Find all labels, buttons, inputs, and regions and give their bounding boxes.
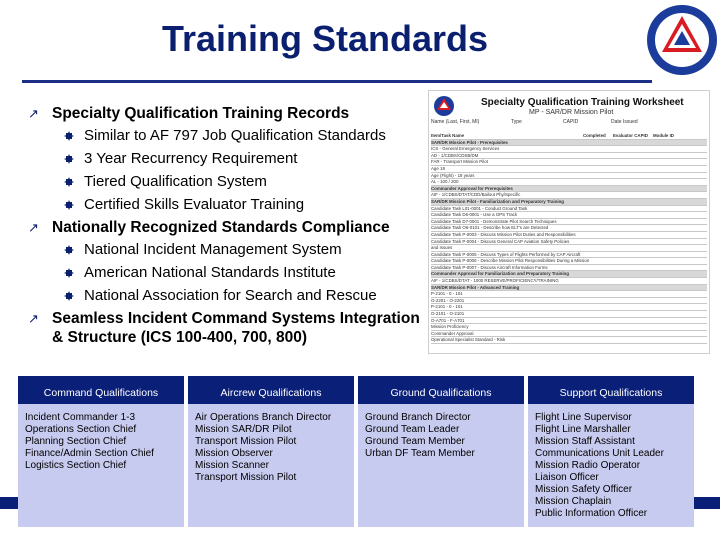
worksheet-row: O-A701 - F-A701: [431, 318, 707, 325]
bullet-level2: [28, 263, 428, 282]
qualification-item: Mission Observer: [195, 448, 273, 459]
worksheet-column-label: Item/Task Name: [431, 133, 465, 138]
worksheet-column-label: Completed: [583, 133, 606, 138]
worksheet-row: P-2101 - 0 - 101: [431, 291, 707, 298]
footer-bar-right: [694, 497, 720, 509]
worksheet-row: Age (Flight) - 18 years: [431, 173, 707, 180]
bullet-level2-text: National Association for Search and Rescue: [84, 287, 377, 304]
bullet-level1-text: Specialty Qualification Training Records: [52, 105, 350, 122]
qualification-item: Operations Section Chief: [25, 424, 137, 435]
qualification-item: Ground Branch Director: [365, 412, 471, 423]
worksheet-row: Candidate Task P-0005 - Discuss Types of Flights Performed by CAP Aircraft: [431, 252, 707, 259]
bullet-level2: [28, 240, 428, 259]
qualification-header: Aircrew Qualifications: [188, 376, 354, 410]
worksheet-meta-field: Type: [511, 119, 522, 125]
qualification-item: Flight Line Supervisor: [535, 412, 632, 423]
worksheet-row: AIF - 1/CDBS/DTAT - 1000 RESERVE/PROFICIENCY/TRAINING: [431, 278, 707, 285]
qualification-item: Logistics Section Chief: [25, 460, 127, 471]
worksheet-row: AIF - 1/CDBS/DTAT/CDD/Bailout Phy/Specific: [431, 192, 707, 199]
worksheet-section-row: SAR/DR Mission Pilot - Prerequisites: [431, 140, 707, 147]
bullet-level2: [28, 149, 428, 168]
square-bullet-icon: [64, 200, 74, 210]
qualification-list: [188, 404, 354, 527]
worksheet-section-row: SAR/DR Mission Pilot - Advanced Training: [431, 285, 707, 292]
bullet-level2-text: American National Standards Institute: [84, 264, 336, 281]
square-bullet-icon: [64, 291, 74, 301]
worksheet-column-label: Evaluator CAPID: [613, 133, 648, 138]
worksheet-row: Candidate Task P-0003 - Discuss Mission Pilot Duties and Responsibilities: [431, 232, 707, 239]
bullet-level2-text: Similar to AF 797 Job Qualification Standards: [84, 127, 386, 144]
worksheet-section-row: Commander Approval for Prerequisites: [431, 186, 707, 193]
worksheet-meta-field: Name (Last, First, MI): [431, 119, 480, 125]
square-bullet-icon: [64, 268, 74, 278]
qualification-list: [358, 404, 524, 527]
qualification-header: Command Qualifications: [18, 376, 184, 410]
square-bullet-icon: [64, 245, 74, 255]
qualification-item: Mission Staff Assistant: [535, 436, 635, 447]
worksheet-row: O-2201 - O-2201: [431, 298, 707, 305]
qualification-item: Flight Line Marshaller: [535, 424, 631, 435]
bullet-level2-text: National Incident Management System: [84, 241, 342, 258]
worksheet-meta-field: CAPID: [563, 119, 579, 125]
worksheet-row: Candidate Task P-0004 - Discuss General CAP Aviation Safety Policies: [431, 239, 707, 246]
worksheet-header: [429, 91, 709, 129]
bullet-level1: [28, 218, 428, 237]
worksheet-rows: [431, 133, 707, 344]
bullet-level1: [28, 309, 428, 347]
square-bullet-icon: [64, 154, 74, 164]
qualification-item: Liaison Officer: [535, 472, 599, 483]
qualification-header: Support Qualifications: [528, 376, 694, 410]
qualification-item: Finance/Admin Section Chief: [25, 448, 154, 459]
bullet-level1-text: Nationally Recognized Standards Compliance: [52, 219, 390, 236]
title-rule: [22, 80, 652, 83]
qualification-item: Air Operations Branch Director: [195, 412, 332, 423]
worksheet-row: Candidate Task D6-0001 - Use a GPS Track: [431, 212, 707, 219]
worksheet-title: Specialty Qualification Training Worksheet: [481, 97, 684, 108]
worksheet-section-row: SAR/DR Mission Pilot - Familiarization and Preparatory Training: [431, 199, 707, 206]
worksheet-row: Candidate Task O6-0101 - Describe how ELT's are Detected: [431, 225, 707, 232]
worksheet-row: AL - 100 / 200: [431, 179, 707, 186]
worksheet-column-label: Module ID: [653, 133, 674, 138]
qualification-item: Transport Mission Pilot: [195, 472, 297, 483]
bullet-level1-text: Seamless Incident Command Systems Integration & Structure (ICS 100-400, 700, 800): [52, 310, 420, 346]
qualification-item: Ground Team Leader: [365, 424, 460, 435]
footer-bar-left: [0, 497, 18, 509]
arrow-up-right-icon: ↗: [28, 106, 39, 121]
bullet-list: [28, 104, 428, 350]
worksheet-row: FAR - Transport Mission Pilot: [431, 159, 707, 166]
worksheet-row: and Issues: [431, 245, 707, 252]
civil-air-patrol-logo-icon: [646, 4, 718, 76]
qualification-item: Public Information Officer: [535, 508, 648, 519]
qualifications-table: [18, 376, 694, 527]
qualification-header: Ground Qualifications: [358, 376, 524, 410]
arrow-up-right-icon: ↗: [28, 311, 39, 326]
qualification-item: Mission Scanner: [195, 460, 269, 471]
qualification-list: [528, 404, 694, 527]
worksheet-row: Candidate Task D7-0001 - Demonstrate Pilot Search Techniques: [431, 219, 707, 226]
page-title: Training Standards: [161, 18, 489, 59]
bullet-level1: [28, 104, 428, 123]
worksheet-meta: [431, 119, 707, 125]
qualification-item: Incident Commander 1-3: [25, 412, 136, 423]
worksheet-subtitle: MP - SAR/DR Mission Pilot: [529, 109, 614, 116]
qualification-item: Planning Section Chief: [25, 436, 127, 447]
qualification-item: Ground Team Member: [365, 436, 465, 447]
bullet-level2-text: 3 Year Recurrency Requirement: [84, 150, 298, 167]
arrow-up-right-icon: ↗: [28, 220, 39, 235]
bullet-level2: [28, 286, 428, 305]
worksheet-row: O-2101 - O-2101: [431, 311, 707, 318]
qualification-item: Communications Unit Leader: [535, 448, 664, 459]
qualification-item: Urban DF Team Member: [365, 448, 475, 459]
bullet-level2: [28, 126, 428, 145]
bullet-level2-text: Certified Skills Evaluator Training: [84, 196, 305, 213]
square-bullet-icon: [64, 177, 74, 187]
qualification-item: Mission Safety Officer: [535, 484, 633, 495]
worksheet-thumbnail: [428, 90, 710, 354]
worksheet-row: Candidate Task L01-0001 - Conduct Ground Task: [431, 206, 707, 213]
worksheet-section-row: Commander Approval for Familiarization and Preparatory Training: [431, 271, 707, 278]
worksheet-row: Age 18: [431, 166, 707, 173]
worksheet-meta-field: Date Issued: [611, 119, 638, 125]
worksheet-row: Operational Specialist Standard - Risk: [431, 337, 707, 344]
qualification-item: Mission Chaplain: [535, 496, 612, 507]
worksheet-row: P-2101 - 0 - 101: [431, 304, 707, 311]
worksheet-row: ICS - General Emergency Services: [431, 146, 707, 153]
bullet-level2: [28, 172, 428, 191]
worksheet-row: Commander Approval: [431, 331, 707, 338]
worksheet-row: AD - 1/CDBS/CDSB/DM: [431, 153, 707, 160]
bullet-level2: [28, 195, 428, 214]
worksheet-row: Candidate Task P-0006 - Describe Mission Pilot Responsibilities During a Mission: [431, 258, 707, 265]
worksheet-row: Candidate Task P-0007 - Discuss Aircraft Information Forms: [431, 265, 707, 272]
worksheet-row: Mission Proficiency: [431, 324, 707, 331]
qualification-list: [18, 404, 184, 527]
qualification-item: Mission SAR/DR Pilot: [195, 424, 292, 435]
worksheet-column-header: [431, 133, 707, 140]
square-bullet-icon: [64, 131, 74, 141]
bullet-level2-text: Tiered Qualification System: [84, 173, 267, 190]
qualification-item: Transport Mission Pilot: [195, 436, 297, 447]
qualification-item: Mission Radio Operator: [535, 460, 641, 471]
worksheet-logo-icon: [433, 95, 455, 117]
